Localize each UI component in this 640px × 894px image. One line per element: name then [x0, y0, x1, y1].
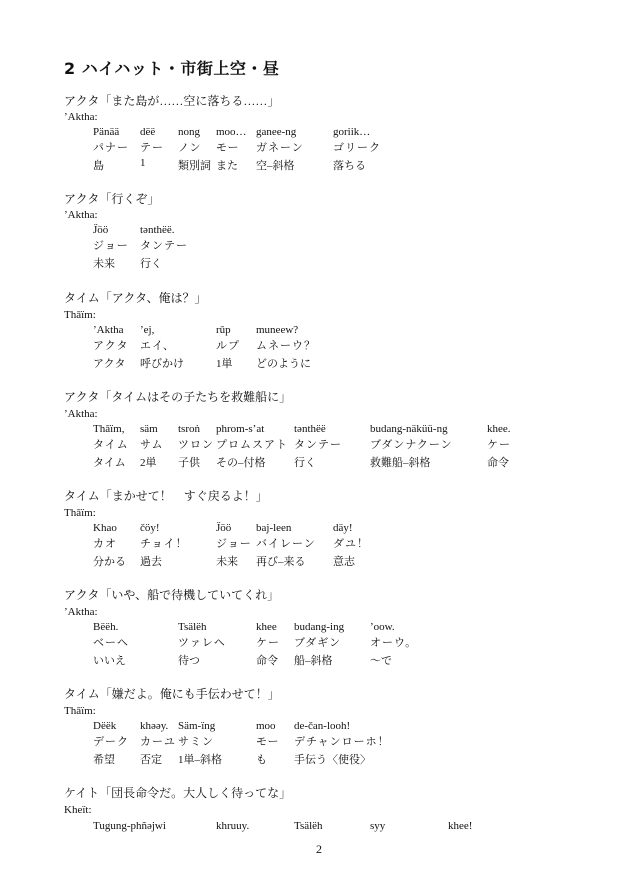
- japanese-line: タイム「アクタ、俺は？」: [64, 291, 207, 305]
- word: ガネーン: [256, 142, 304, 154]
- word: 2単: [140, 457, 157, 469]
- word: チョイ！: [140, 538, 188, 550]
- speaker-label: Kheït:: [64, 804, 92, 816]
- word: tənthëë: [294, 423, 326, 435]
- word: サム: [140, 439, 164, 451]
- word: いいえ: [93, 655, 126, 667]
- speaker-label: ʼAktha:: [64, 111, 98, 123]
- word: khee.: [487, 423, 511, 435]
- speaker-label: ʼAktha:: [64, 408, 98, 420]
- word: J̈öö: [93, 224, 109, 236]
- word: 命令: [487, 457, 509, 469]
- word: tsroṅ: [178, 423, 200, 435]
- japanese-line: アクタ「タイムはその子たちを救難船に」: [64, 390, 292, 404]
- word: 命令: [256, 655, 278, 667]
- word: 1単: [216, 358, 233, 370]
- word: syy: [370, 820, 386, 832]
- japanese-line: タイム「まかせて！ すぐ戻るよ！」: [64, 489, 268, 503]
- word: 落ちる: [333, 160, 366, 172]
- word: 意志: [333, 556, 355, 568]
- word: phrom-sʼat: [216, 423, 265, 435]
- word: Bëëh.: [93, 621, 119, 633]
- word: 未来: [93, 258, 115, 270]
- word: ジョー: [93, 240, 129, 252]
- word: アクタ: [93, 340, 129, 352]
- word: 待つ: [178, 655, 200, 667]
- word: ブダギン: [294, 637, 342, 649]
- japanese-line: ケイト「団長命令だ。大人しく待ってな」: [64, 786, 292, 800]
- page-number: 2: [316, 842, 322, 856]
- word: 子供: [178, 457, 200, 469]
- word: ～で: [370, 655, 392, 667]
- word: moo: [256, 720, 276, 732]
- word: Tsälëh: [294, 820, 323, 832]
- word: ケー: [487, 439, 511, 451]
- word: khee!: [448, 820, 473, 832]
- word: デチャンローホ！: [294, 736, 390, 748]
- word: Thāïm,: [93, 423, 125, 435]
- word: ケー: [256, 637, 280, 649]
- word: khəəy.: [140, 720, 169, 732]
- word: エイ、: [140, 340, 176, 352]
- word: ダユ！: [333, 538, 369, 550]
- word: 希望: [93, 754, 115, 766]
- word: また: [216, 160, 238, 172]
- word: ムネーウ？: [256, 340, 316, 352]
- word: デーク: [93, 736, 129, 748]
- word: ツロン: [178, 439, 214, 451]
- word: 島: [93, 160, 104, 172]
- speaker-label: Thāïm:: [64, 507, 96, 519]
- word: オーウ。: [370, 637, 418, 649]
- word: budang-ing: [294, 621, 345, 633]
- word: バイレーン: [256, 538, 316, 550]
- word: ʼAktha: [93, 324, 124, 336]
- word: アクタ: [93, 358, 126, 370]
- word: čöy!: [140, 522, 160, 534]
- word: タイム: [93, 457, 126, 469]
- japanese-line: アクタ「また島が……空に落ちる……」: [64, 94, 280, 108]
- word: カオ: [93, 538, 117, 550]
- word: tənthëë.: [140, 224, 175, 236]
- word: J̈öö: [216, 522, 232, 534]
- word: サミン: [178, 736, 214, 748]
- speaker-label: Thāïm:: [64, 309, 96, 321]
- word: ʼoow.: [370, 621, 395, 633]
- word: säm: [140, 423, 158, 435]
- word: パナー: [93, 142, 129, 154]
- word: Pänää: [93, 126, 120, 138]
- word: タイム: [93, 439, 129, 451]
- word: Khao: [93, 522, 117, 534]
- word: rūp: [216, 324, 231, 336]
- word: ゴリーク: [333, 142, 381, 154]
- word: その–付格: [216, 457, 266, 469]
- word: de-čan-looh!: [294, 720, 351, 732]
- word: 手伝う〈使役〉: [294, 754, 371, 766]
- word: Säm-ïng: [178, 720, 216, 732]
- word: ノン: [178, 142, 202, 154]
- word: ganee-ng: [256, 126, 297, 138]
- word: muneew?: [256, 324, 299, 336]
- word: nong: [178, 126, 200, 138]
- word: 船–斜格: [294, 655, 333, 667]
- word: 類別詞: [178, 160, 211, 172]
- speaker-label: ʼAktha:: [64, 606, 98, 618]
- word: カーユ: [140, 736, 176, 748]
- word: däy!: [333, 522, 353, 534]
- word: dëë: [140, 126, 156, 138]
- word: 行く: [294, 457, 316, 469]
- word: プロムスアト: [216, 439, 288, 451]
- word: 未来: [216, 556, 238, 568]
- word: 1単–斜格: [178, 754, 222, 766]
- word: Tugung-phñəjwi: [93, 820, 166, 832]
- word: モー: [256, 736, 280, 748]
- word: 呼びかけ: [140, 358, 184, 370]
- word: モー: [216, 142, 240, 154]
- word: テー: [140, 142, 164, 154]
- word: 救難船–斜格: [370, 457, 431, 469]
- word: ブダンナクーン: [370, 439, 453, 451]
- word: 空–斜格: [256, 160, 295, 172]
- speaker-label: ʼAktha:: [64, 209, 98, 221]
- word: Dëëk: [93, 720, 117, 732]
- word: タンテー: [294, 439, 342, 451]
- word: moo…: [216, 126, 247, 138]
- speaker-label: Thāïm:: [64, 705, 96, 717]
- japanese-line: タイム「嫌だよ。俺にも手伝わせて！」: [64, 687, 280, 701]
- word: ジョー: [216, 538, 252, 550]
- page-title: 2 ハイハット・市街上空・昼: [64, 59, 280, 78]
- word: 再び–来る: [256, 556, 306, 568]
- word: khee: [256, 621, 277, 633]
- word: 分かる: [93, 556, 126, 568]
- word: budang-näküü-ng: [370, 423, 448, 435]
- word: 過去: [140, 556, 162, 568]
- word: ʼej,: [140, 324, 155, 336]
- word: ツァレヘ: [178, 637, 226, 649]
- word: 1: [140, 157, 146, 169]
- word: タンテー: [140, 240, 188, 252]
- word: 否定: [140, 754, 162, 766]
- word: 行く: [140, 258, 162, 270]
- word: baj-leen: [256, 522, 292, 534]
- word: khruuy.: [216, 820, 250, 832]
- word: Tsälëh: [178, 621, 207, 633]
- word: ルプ: [216, 340, 240, 352]
- word: goriik…: [333, 126, 371, 138]
- japanese-line: アクタ「いや、船で待機していてくれ」: [64, 588, 280, 602]
- word: どのように: [256, 358, 311, 370]
- word: も: [256, 754, 267, 766]
- japanese-line: アクタ「行くぞ」: [64, 192, 160, 206]
- word: ベーヘ: [93, 637, 129, 649]
